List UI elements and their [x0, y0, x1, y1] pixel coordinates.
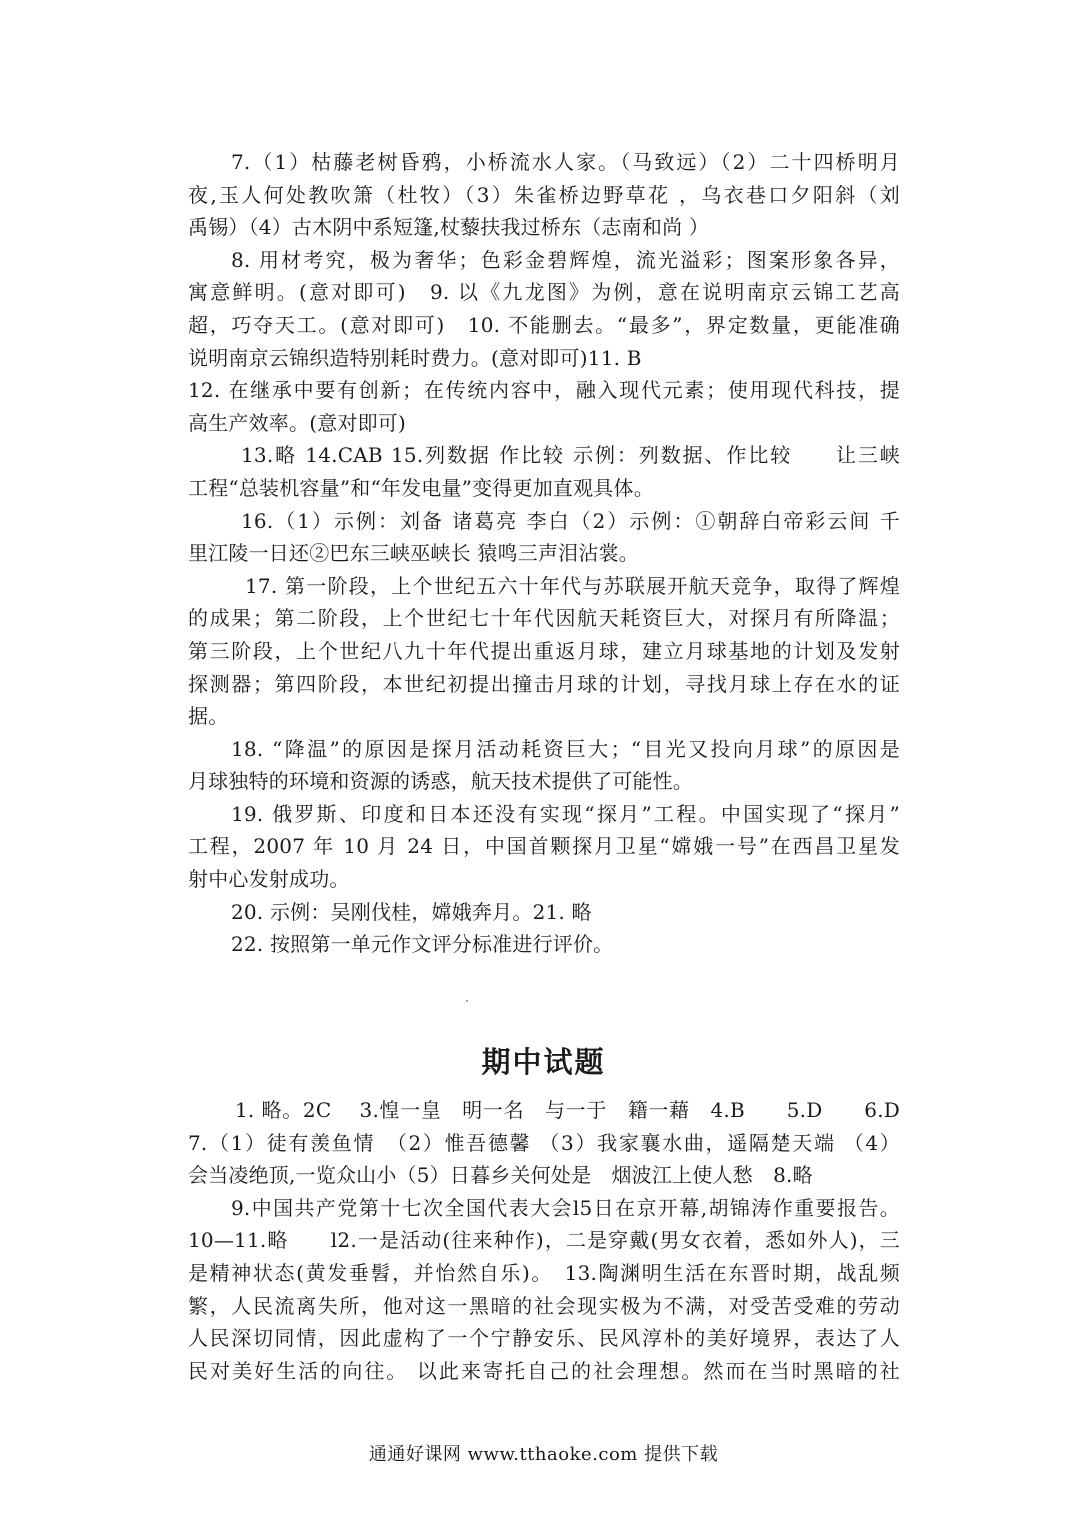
- answer-line: 13.略 14.CAB 15.列数据 作比较 示例：列数据、作比较 让三峡: [241, 443, 900, 468]
- answer-line: 民对美好生活的向往。 以此来寄托自己的社会理想。然而在当时黑暗的社: [188, 1358, 900, 1383]
- answer-line: 8. 用材考究，极为奢华；色彩金碧辉煌，流光溢彩；图案形象各异，: [231, 247, 900, 272]
- answer-line: 7.（1）徒有羡鱼情 （2）惟吾德馨 （3）我家襄水曲，遥隔楚天端 （4）: [188, 1130, 900, 1155]
- answer-line: 里江陵一日还②巴东三峡巫峡长 猿鸣三声泪沾裳。: [188, 541, 639, 566]
- answer-line: 9.中国共产党第十七次全国代表大会l5日在京开幕,胡锦涛作重要报告。: [231, 1195, 900, 1220]
- answer-line: 1. 略。2C 3.惶一皇 明一名 与一于 籍一藉 4.B 5.D 6.D: [235, 1098, 900, 1122]
- page-footer: 通通好课网 www.tthaoke.com 提供下载: [368, 1444, 719, 1465]
- answer-line: 高生产效率。(意对即可): [188, 410, 407, 435]
- answer-line: 工程“总装机容量”和“年发电量”变得更加直观具体。: [188, 475, 654, 500]
- answer-line: 的成果；第二阶段，上个世纪七十年代因航天耗资巨大，对探月有所降温；: [188, 606, 900, 631]
- answer-line: 19. 俄罗斯、印度和日本还没有实现“探月”工程。中国实现了“探月”: [231, 801, 900, 826]
- section-title: 期中试题: [481, 1045, 606, 1079]
- answer-line: 夜,玉人何处教吹箫（杜牧）（3）朱雀桥边野草花 ，乌衣巷口夕阳斜（刘: [188, 182, 900, 207]
- answer-line: 17. 第一阶段，上个世纪五六十年代与苏联展开航天竞争，取得了辉煌: [245, 573, 900, 598]
- answer-line: 人民深切同情，因此虚构了一个宁静安乐、民风淳朴的美好境界，表达了人: [188, 1326, 900, 1351]
- answer-line: 月球独特的环境和资源的诱惑，航天技术提供了可能性。: [188, 769, 693, 794]
- answer-line: 20. 示例：吴刚伐桂，嫦娥奔月。21. 略: [231, 899, 592, 924]
- answer-line: 据。: [188, 704, 229, 729]
- answer-line: 会当凌绝顶,一览众山小（5）日暮乡关何处是 烟波江上使人愁 8.略: [188, 1163, 813, 1188]
- answer-line: 12. 在继承中要有创新；在传统内容中，融入现代元素；使用现代科技，提: [188, 378, 900, 403]
- answer-line: 是精神状态(黄发垂髫，并怡然自乐)。 13.陶渊明生活在东晋时期，战乱频: [188, 1260, 900, 1285]
- answer-line: 寓意鲜明。(意对即可) 9. 以《九龙图》为例，意在说明南京云锦工艺高: [188, 280, 900, 305]
- answer-line: 禹锡）（4）古木阴中系短篷,杖藜扶我过桥东（志南和尚 ）: [188, 215, 710, 240]
- answer-line: 18. “降温”的原因是探月活动耗资巨大；“目光又投向月球”的原因是: [231, 736, 900, 761]
- answer-line: 第三阶段，上个世纪八九十年代提出重返月球，建立月球基地的计划及发射: [188, 638, 900, 663]
- answer-line: 16.（1）示例：刘备 诸葛亮 李白（2）示例：①朝辞白帝彩云间 千: [241, 508, 900, 533]
- answer-line: 繁，人民流离失所，他对这一黑暗的社会现实极为不满，对受苦受难的劳动: [188, 1293, 900, 1318]
- answer-line: 7.（1）枯藤老树昏鸦，小桥流水人家。（马致远）（2）二十四桥明月: [231, 150, 900, 174]
- answer-line: 10—11.略 l2.一是活动(往来种作)，二是穿戴(男女衣着，悉如外人)，三: [188, 1228, 900, 1253]
- answer-section-midterm: [188, 1094, 900, 1387]
- answer-line: 工程，2007 年 10 月 24 日，中国首颗探月卫星“嫦娥一号”在西昌卫星发: [188, 834, 900, 859]
- stray-dot: [466, 1000, 468, 1002]
- answer-line: 射中心发射成功。: [188, 867, 350, 892]
- answer-line: 超，巧夺天工。(意对即可) 10. 不能删去。“最多”，界定数量，更能准确: [188, 312, 900, 337]
- answer-line: 探测器；第四阶段，本世纪初提出撞击月球的计划，寻找月球上存在水的证: [188, 671, 900, 696]
- answer-line: 22. 按照第一单元作文评分标准进行评价。: [231, 932, 614, 957]
- answer-line: 说明南京云锦织造特别耗时费力。(意对即可)11. B: [188, 345, 642, 370]
- answer-section-unit: [188, 146, 900, 961]
